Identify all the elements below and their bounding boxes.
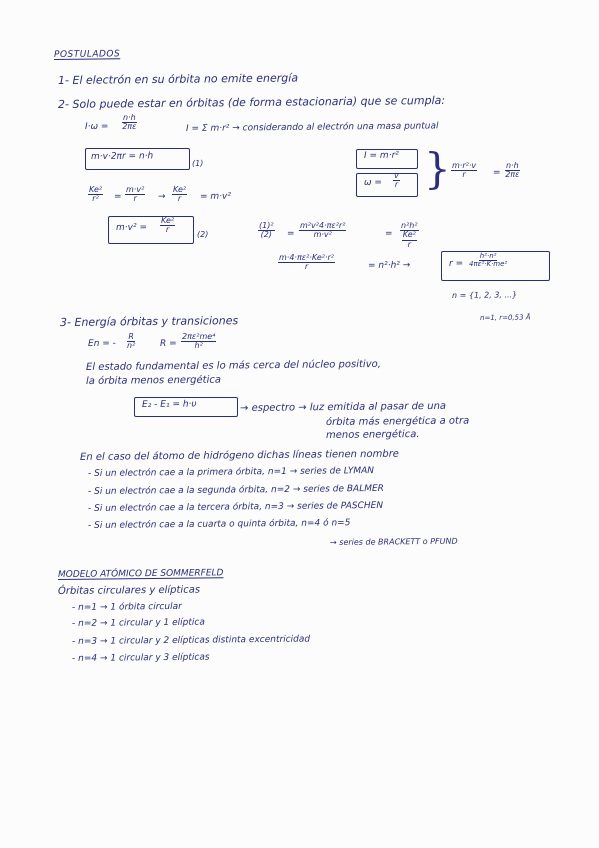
fraction-numerator: m²v²4·πε²r² (300, 221, 346, 230)
balmer-series: - Si un electrón cae a la segunda órbita, n=2 → series de BALMER (87, 483, 384, 497)
bohr-radius-fraction (469, 253, 507, 269)
fraction-denominator: r (177, 194, 182, 204)
inertia-point-mass-note: I = Σ m·r² → considerando al electrón una masa puntual (185, 121, 439, 134)
angular-momentum-lhs: I·ω = (84, 121, 109, 132)
hydrogen-series-intro: En el caso del átomo de hidrógeno dichas líneas tienen nombre (79, 448, 400, 463)
rydberg-fraction (181, 333, 216, 351)
fraction-numerator: n²h² (401, 221, 418, 230)
ground-state-text-2: la órbita menos energética (85, 374, 222, 387)
arrow: → (157, 191, 166, 202)
omega-lhs: ω = (363, 177, 383, 188)
transition-energy-equation: E₂ - E₁ = h·υ (141, 399, 197, 410)
fraction-numerator: n·h (123, 113, 136, 122)
quantization-equation: m·v·2πr = n·h (90, 151, 154, 162)
energy-lhs: En = - (87, 338, 116, 349)
energy-fraction (127, 333, 135, 351)
radius-derivation-rhs: = n²·h² → (367, 260, 411, 271)
fraction-denominator: r² (92, 194, 99, 204)
fraction-numerator: R (128, 332, 134, 341)
paschen-series: - Si un electrón cae a la tercera órbita, n=3 → series de PASCHEN (87, 500, 384, 514)
quantum-number-set: n = {1, 2, 3, ...} (451, 290, 518, 300)
centripetal-force-fraction (125, 186, 145, 204)
orbit-n4: - n=4 → 1 circular y 3 elípticas (71, 652, 210, 664)
equation-division (258, 222, 275, 240)
spectrum-text-2: órbita más energética a otra (325, 415, 470, 428)
equals-sign: = (113, 191, 122, 202)
substituted-rhs-fraction (505, 162, 520, 180)
fraction-numerator: m·4·πε²·Ke²·r² (279, 253, 334, 262)
fraction-denominator: n² (127, 341, 136, 351)
ground-state-text-1: El estado fundamental es lo más cerca del núcleo positivo, (85, 358, 381, 373)
fraction-denominator: (2) (260, 230, 272, 240)
simplified-coulomb-fraction (172, 186, 187, 204)
substituted-lhs-fraction (451, 162, 477, 180)
division-left-fraction (299, 222, 346, 240)
fraction-denominator: r (165, 225, 170, 235)
fraction-denominator: 2πε (122, 122, 137, 132)
ground-state-radius: n=1, r=0,53 Å (479, 313, 531, 322)
fraction-numerator: m·r²·v (452, 161, 477, 170)
brackett-pfund-names: → series de BRACKETT o PFUND (329, 536, 458, 547)
fraction-denominator: Ke² (402, 230, 416, 240)
inertia-equation: I = m·r² (363, 150, 399, 161)
fraction-denominator: r (133, 194, 137, 204)
lyman-series: - Si un electrón cae a la primera órbita, n=1 → series de LYMAN (87, 466, 375, 479)
force-balance-lhs: m·v² = (115, 222, 148, 233)
fraction-numerator: m·v² (126, 185, 145, 194)
fraction-numerator: Ke² (161, 216, 175, 225)
fraction-numerator: (1)² (259, 221, 274, 230)
equals-sign: = (286, 228, 295, 239)
radius-derivation-fraction (278, 254, 335, 272)
brackett-pfund-series: - Si un electrón cae a la cuarta o quinta órbita, n=4 ó n=5 (87, 518, 351, 531)
omega-fraction (393, 172, 400, 190)
rydberg-lhs: R = (159, 338, 177, 349)
orbit-n3: - n=3 → 1 circular y 2 elípticas distinta excentricidad (71, 634, 311, 647)
fraction-numerator: h²·n² (479, 252, 497, 260)
fraction-denominator: r (462, 170, 466, 180)
fraction-numerator: 2πε²me⁴ (182, 332, 216, 341)
coulomb-force-fraction (88, 186, 103, 204)
orbit-n1: - n=1 → 1 órbita circular (71, 601, 182, 613)
fraction-denominator: 2πε (505, 170, 520, 180)
postulate-2: 2- Solo puede estar en órbitas (de forma estacionaria) que se cumpla: (57, 93, 446, 111)
fraction-numerator: Ke² (89, 185, 103, 194)
fraction-denominator: 4πε²·K·me² (469, 260, 508, 269)
bohr-radius-lhs: r = (448, 258, 464, 269)
orbit-n2: - n=2 → 1 circular y 1 elíptica (71, 617, 205, 629)
equals-sign: = (492, 167, 501, 178)
orbits-subheading: Órbitas circulares y elípticas (57, 584, 201, 597)
fraction-denominator: r (394, 180, 399, 190)
postulate-1: 1- El electrón en su órbita no emite energía (57, 71, 299, 87)
equation-tag-2: (2) (196, 229, 209, 239)
right-brace: } (424, 144, 451, 193)
postulate-3: 3- Energía órbitas y transiciones (59, 314, 239, 329)
fraction-numerator: n·h (506, 161, 519, 170)
fraction-sub-denominator: r (407, 239, 411, 249)
spectrum-text-3: menos energética. (325, 429, 420, 441)
fraction-denominator: r (304, 262, 309, 272)
kinetic-term: = m·v² (199, 191, 232, 202)
sommerfeld-heading: MODELO ATÓMICO DE SOMMERFELD (57, 568, 224, 580)
spectrum-text-1: → espectro → luz emitida al pasar de una (239, 400, 447, 414)
fraction-denominator: m·v² (313, 230, 332, 240)
fraction-numerator: v (394, 171, 399, 180)
angular-momentum-fraction (122, 114, 137, 132)
page-heading: POSTULADOS (53, 49, 121, 60)
fraction-denominator: h² (194, 341, 203, 351)
equals-sign: = (384, 228, 393, 239)
equation-tag-1: (1) (191, 158, 204, 168)
division-right-fraction (400, 222, 419, 249)
force-balance-fraction (160, 217, 175, 235)
fraction-numerator: Ke² (173, 185, 187, 194)
